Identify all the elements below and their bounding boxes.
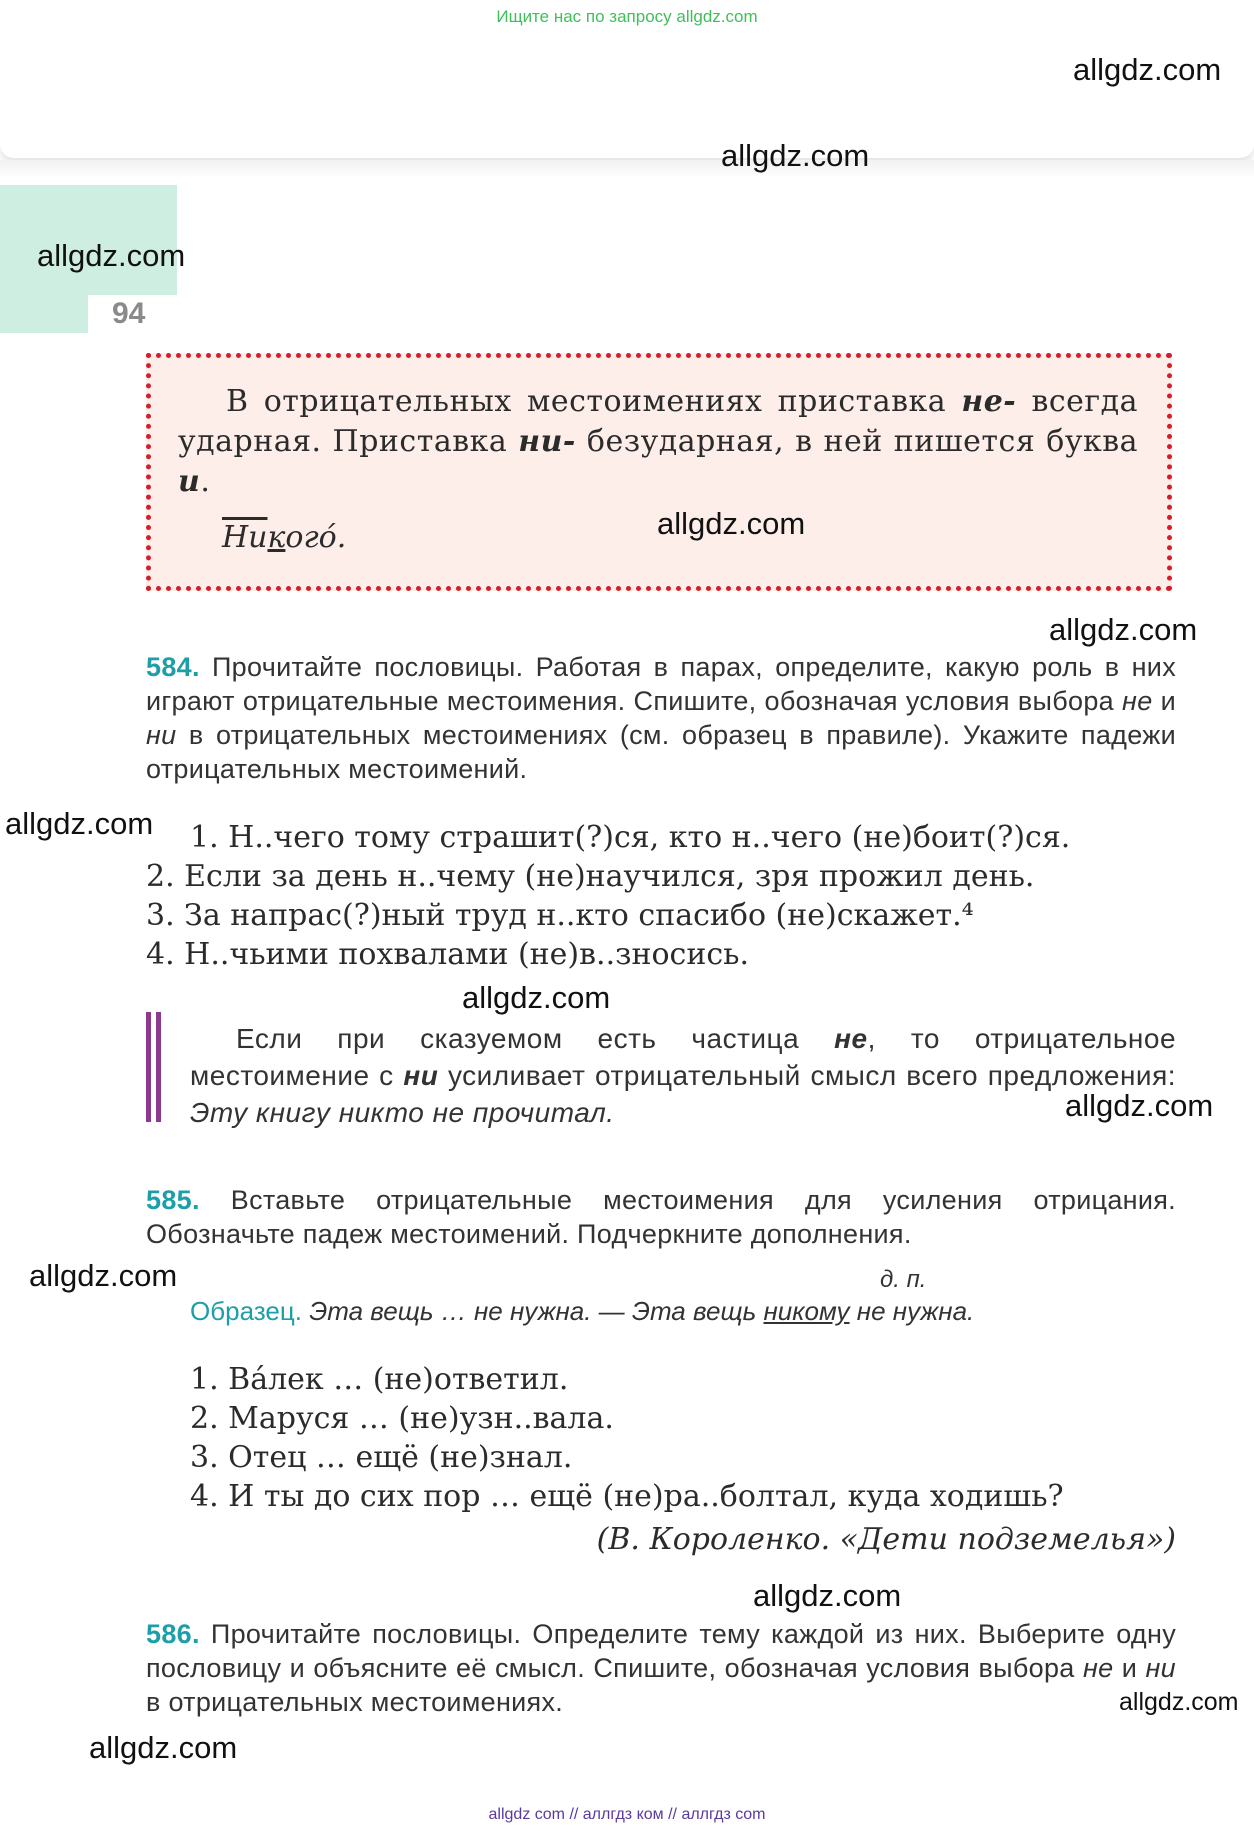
watermark: allgdz.com — [657, 506, 806, 541]
note-text: Если при сказуемом есть частица не, то отрицательное местоимение с ни усиливает отрицательный смысл всего предложения: Эту книгу никто не прочитал. — [190, 1023, 1177, 1128]
header-card — [0, 34, 1254, 158]
task-585: 585. Вставьте отрицательные местоимения для усиления отрицания. Обозначьте падеж местоимений. Подчеркните дополнения. — [146, 1185, 1176, 1249]
sample: Образец. Эта вещь … не нужна. — Эта вещь никому не нужна. — [190, 1296, 975, 1326]
watermark: allgdz.com — [462, 980, 611, 1015]
watermark: allgdz.com — [1049, 612, 1198, 647]
top-banner[interactable]: Ищите нас по запросу allgdz.com — [496, 7, 758, 26]
separator — [0, 160, 1254, 178]
sentences-list — [190, 1360, 1176, 1559]
note-bar — [146, 1012, 151, 1122]
watermark: allgdz.com — [1065, 1088, 1214, 1123]
watermark: allgdz.com — [753, 1578, 902, 1613]
task-number: 586. — [146, 1619, 200, 1649]
list-item: 4. И ты до сих пор … ещё (не)ра..болтал, куда ходишь? — [190, 1479, 1064, 1514]
task-586: 586. Прочитайте пословицы. Определите тему каждой из них. Выберите одну пословицу и объясните её смысл. Спишите, обозначая условия выбора не и ни в отрицательных местоимениях. — [146, 1619, 1176, 1717]
rule-text: В отрицательных местоимениях приставка не- всегда ударная. Приставка ни- безударная, в ней пишется буква и. — [178, 384, 1138, 499]
list-item: 3. Отец … ещё (не)знал. — [190, 1440, 573, 1475]
page-number: 94 — [112, 297, 146, 330]
note-bar — [156, 1012, 161, 1122]
proverbs-list — [146, 818, 1176, 974]
watermark: allgdz.com — [1073, 52, 1222, 87]
watermark: allgdz.com — [29, 1258, 178, 1293]
list-item: 4. Н..чьими похвалами (не)в..зносись. — [146, 937, 749, 972]
task-584: 584. Прочитайте пословицы. Работая в парах, определите, какую роль в них играют отрицательные местоимения. Спишите, обозначая условия выбора не и ни в отрицательных местоимениях (см. образец в правиле). Укажите падежи отрицательных местоимений. — [146, 652, 1176, 784]
task-number: 585. — [146, 1185, 200, 1215]
rule-example: Никого́. — [222, 520, 347, 555]
source: (В. Короленко. «Дети подземелья») — [596, 1522, 1176, 1557]
watermark: allgdz.com — [1119, 1688, 1239, 1716]
task-number: 584. — [146, 652, 200, 682]
list-item: 3. За напрас(?)ный труд н..кто спасибо (не)скажет.⁴ — [146, 898, 974, 933]
footer[interactable]: allgdz com // аллгдз ком // аллгдз com — [488, 1806, 766, 1823]
watermark: allgdz.com — [5, 806, 154, 841]
list-item: 1. Ва́лек … (не)ответил. — [190, 1362, 569, 1397]
list-item: 2. Маруся … (не)узн..вала. — [190, 1401, 614, 1436]
list-item: 1. Н..чего тому страшит(?)ся, кто н..чего (не)боит(?)ся. — [190, 820, 1071, 855]
case-mark: д. п. — [880, 1266, 927, 1293]
watermark: allgdz.com — [89, 1730, 238, 1765]
watermark: allgdz.com — [37, 238, 186, 273]
watermark: allgdz.com — [721, 138, 870, 173]
list-item: 2. Если за день н..чему (не)научился, зря прожил день. — [146, 859, 1035, 894]
